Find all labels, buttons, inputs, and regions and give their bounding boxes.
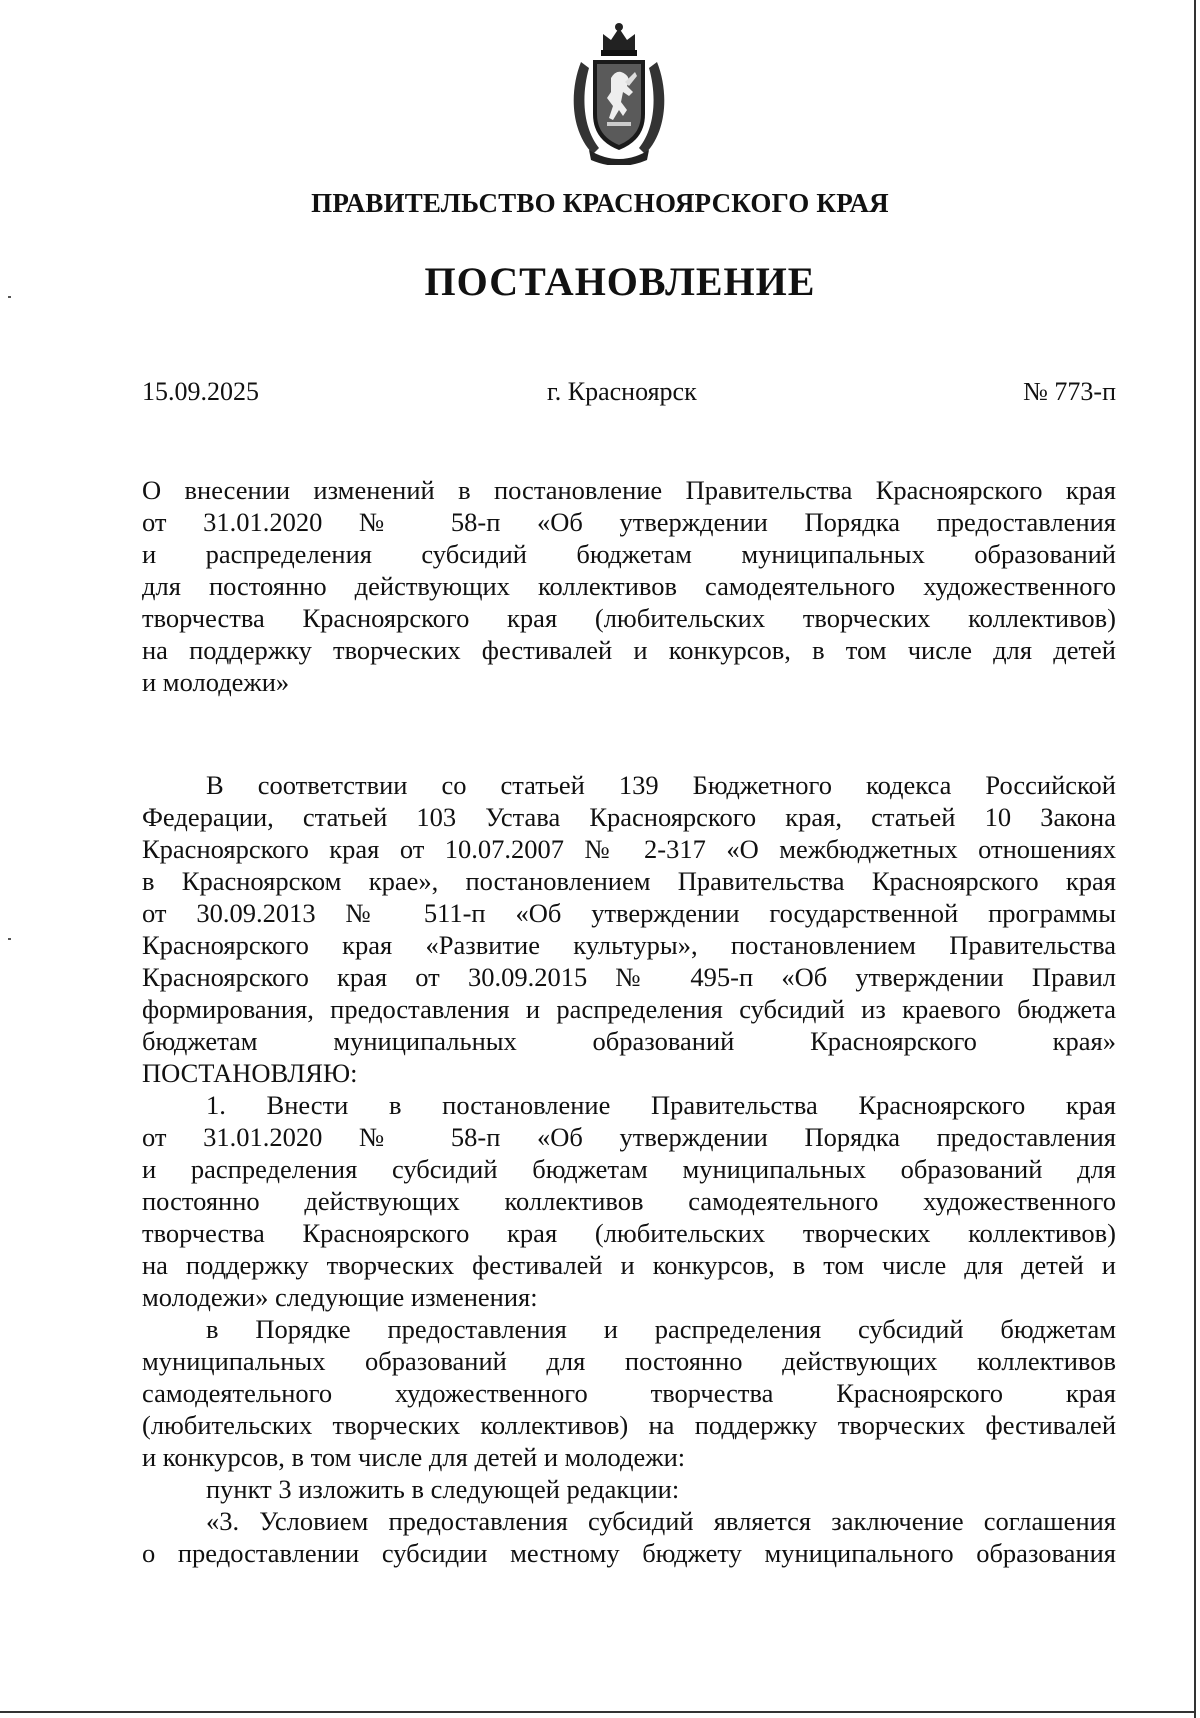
title-line: для постоянно действующих коллективов самодеятельного художественного — [142, 571, 1116, 601]
body-line: от 30.09.2013 № 511-п «Об утверждении государственной программы — [142, 898, 1116, 928]
body-line: (любительских творческих коллективов) на поддержку творческих фестивалей — [142, 1410, 1116, 1440]
resolution-title — [142, 474, 1116, 698]
title-line: творчества Красноярского края (любительских творческих коллективов) — [142, 603, 1116, 633]
body-line: бюджетам муниципальных образований Красноярского края» — [142, 1026, 1116, 1056]
title-line: на поддержку творческих фестивалей и конкурсов, в том числе для детей — [142, 635, 1116, 665]
body-line: 1. Внести в постановление Правительства Красноярского края — [206, 1090, 1116, 1120]
body-line: Красноярского края от 10.07.2007 № 2-317 «О межбюджетных отношениях — [142, 834, 1116, 864]
document-number: № 773-п — [1023, 377, 1116, 406]
body-line: на поддержку творческих фестивалей и конкурсов, в том числе для детей и — [142, 1250, 1116, 1280]
body-line: молодежи» следующие изменения: — [142, 1282, 538, 1312]
coat-of-arms-emblem — [563, 22, 675, 165]
body-line: пункт 3 изложить в следующей редакции: — [206, 1474, 680, 1504]
title-line: и распределения субсидий бюджетам муниципальных образований — [142, 539, 1116, 569]
resolution-body — [142, 769, 1116, 1569]
body-line: и конкурсов, в том числе для детей и молодежи: — [142, 1442, 686, 1472]
body-line: о предоставлении субсидии местному бюджету муниципального образования — [142, 1538, 1116, 1568]
title-line: и молодежи» — [142, 667, 290, 697]
body-line: формирования, предоставления и распределения субсидий из краевого бюджета — [142, 994, 1116, 1024]
body-line: в Красноярском крае», постановлением Правительства Красноярского края — [142, 866, 1116, 896]
government-title: ПРАВИТЕЛЬСТВО КРАСНОЯРСКОГО КРАЯ — [311, 188, 889, 218]
document-city: г. Красноярск — [547, 377, 697, 406]
scan-border — [0, 1711, 1194, 1713]
body-line: и распределения субсидий бюджетам муниципальных образований для — [142, 1154, 1116, 1184]
body-line: в Порядке предоставления и распределения субсидий бюджетам — [206, 1314, 1116, 1344]
body-line: Красноярского края от 30.09.2015 № 495-п «Об утверждении Правил — [142, 962, 1116, 992]
title-line: от 31.01.2020 № 58-п «Об утверждении Порядка предоставления — [142, 507, 1116, 537]
body-line: муниципальных образований для постоянно действующих коллективов — [142, 1346, 1116, 1376]
body-line: самодеятельного художественного творчества Красноярского края — [142, 1378, 1116, 1408]
body-line: Красноярского края «Развитие культуры», постановлением Правительства — [142, 930, 1116, 960]
scan-speck — [8, 938, 11, 940]
body-line: В соответствии со статьей 139 Бюджетного кодекса Российской — [206, 770, 1116, 800]
document-type-heading: ПОСТАНОВЛЕНИЕ — [424, 259, 816, 304]
body-line: постоянно действующих коллективов самодеятельного художественного — [142, 1186, 1116, 1216]
body-line: Федерации, статьей 103 Устава Красноярского края, статьей 10 Закона — [142, 802, 1116, 832]
body-line: ПОСТАНОВЛЯЮ: — [142, 1058, 358, 1088]
document-date: 15.09.2025 — [142, 377, 259, 406]
body-line: от 31.01.2020 № 58-п «Об утверждении Порядка предоставления — [142, 1122, 1116, 1152]
body-line: творчества Красноярского края (любительских творческих коллективов) — [142, 1218, 1116, 1248]
body-line: «3. Условием предоставления субсидий является заключение соглашения — [206, 1506, 1116, 1536]
title-line: О внесении изменений в постановление Правительства Красноярского края — [142, 475, 1116, 505]
